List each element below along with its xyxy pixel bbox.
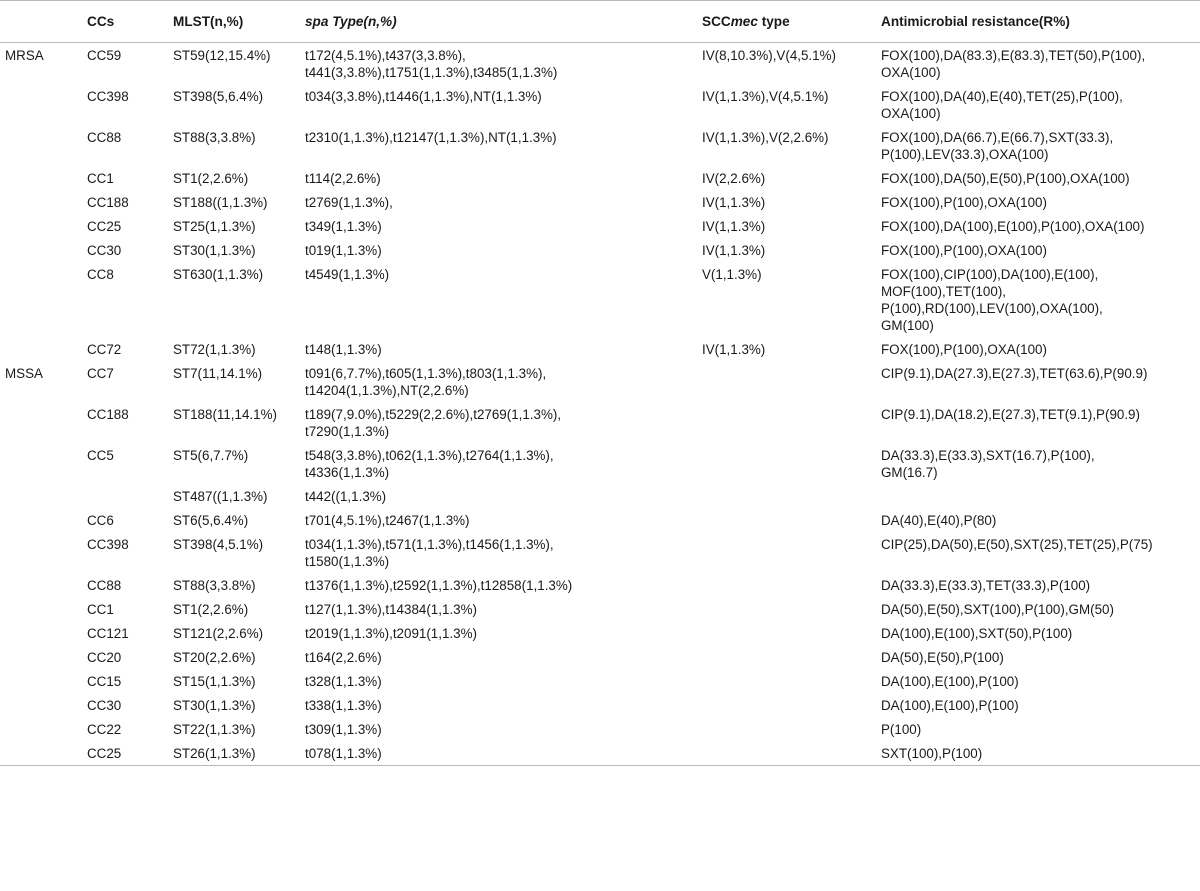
- spa-type-cell: t4549(1,1.3%): [305, 267, 390, 282]
- group-cell: [0, 645, 82, 669]
- sccmec-type-cell: [697, 597, 876, 621]
- table-row: [0, 238, 1200, 262]
- sccmec-type-cell: [697, 402, 876, 443]
- antimicrobial-resistance-cell: FOX(100),DA(40),E(40),TET(25),P(100), OXA(100): [881, 89, 1123, 121]
- group-cell: [0, 484, 82, 508]
- table-row: [0, 717, 1200, 741]
- spa-type-cell: t548(3,3.8%),t062(1,1.3%),t2764(1,1.3%), t4336(1,1.3%): [305, 448, 554, 480]
- spa-type-cell: t2019(1,1.3%),t2091(1,1.3%): [305, 626, 477, 641]
- table-row: [0, 443, 1200, 484]
- spa-type-cell: t078(1,1.3%): [300, 741, 697, 766]
- antimicrobial-resistance-cell: DA(100),E(100),SXT(50),P(100): [881, 626, 1073, 641]
- sccmec-type-cell: [697, 717, 876, 741]
- header-row: [0, 1, 1200, 43]
- sccmec-type-cell: [697, 621, 876, 645]
- group-cell: [0, 717, 82, 741]
- sccmec-type-cell: IV(1,1.3%): [702, 243, 766, 258]
- table-row: [0, 125, 1200, 166]
- cc-cell: CC5: [87, 448, 114, 463]
- group-cell: [0, 166, 82, 190]
- antimicrobial-resistance-cell: SXT(100),P(100): [876, 741, 1200, 766]
- sccmec-type-cell: [697, 741, 876, 766]
- sccmec-type-cell: IV(1,1.3%): [702, 219, 766, 234]
- group-cell: [0, 337, 82, 361]
- antimicrobial-resistance-cell: DA(50),E(50),P(100): [881, 650, 1004, 665]
- mlst-cell: ST5(6,7.7%): [173, 448, 249, 463]
- group-cell: [0, 443, 82, 484]
- table-row: [0, 361, 1200, 402]
- mlst-cell: ST6(5,6.4%): [173, 513, 249, 528]
- cc-cell: CC59: [87, 48, 122, 63]
- table-row: [0, 597, 1200, 621]
- group-cell: MRSA: [5, 48, 44, 63]
- mlst-cell: ST188(11,14.1%): [173, 407, 277, 422]
- table-row: [0, 741, 1200, 766]
- spa-type-cell: t328(1,1.3%): [305, 674, 382, 689]
- antimicrobial-resistance-cell: CIP(9.1),DA(27.3),E(27.3),TET(63.6),P(90.9): [881, 366, 1148, 381]
- cc-cell: CC88: [87, 130, 122, 145]
- sccmec-type-cell: [697, 443, 876, 484]
- sccmec-type-cell: IV(1,1.3%),V(4,5.1%): [702, 89, 829, 104]
- antimicrobial-resistance-cell: P(100): [881, 722, 922, 737]
- group-cell: [0, 84, 82, 125]
- cc-cell: CC22: [87, 722, 122, 737]
- antimicrobial-resistance-cell: FOX(100),DA(50),E(50),P(100),OXA(100): [881, 171, 1130, 186]
- mlst-cell: ST398(5,6.4%): [173, 89, 264, 104]
- spa-type-cell: t127(1,1.3%),t14384(1,1.3%): [305, 602, 477, 617]
- spa-type-cell: t091(6,7.7%),t605(1,1.3%),t803(1,1.3%), t14204(1,1.3%),NT(2,2.6%): [305, 366, 547, 398]
- antimicrobial-resistance-cell: DA(100),E(100),P(100): [881, 698, 1019, 713]
- sccmec-type-cell: IV(1,1.3%),V(2,2.6%): [702, 130, 829, 145]
- antimicrobial-resistance-cell: DA(40),E(40),P(80): [881, 513, 997, 528]
- header-scc-post: type: [757, 14, 790, 29]
- cc-cell: CC121: [87, 626, 129, 641]
- table-row: [0, 43, 1200, 85]
- cc-cell: CC15: [87, 674, 122, 689]
- mlst-cell: ST630(1,1.3%): [173, 267, 264, 282]
- table-row: [0, 532, 1200, 573]
- group-cell: [0, 573, 82, 597]
- cc-cell: CC1: [87, 171, 114, 186]
- table-row: [0, 669, 1200, 693]
- cc-cell: CC25: [87, 219, 122, 234]
- table-row: [0, 693, 1200, 717]
- mlst-cell: ST88(3,3.8%): [173, 130, 256, 145]
- mlst-cell: ST1(2,2.6%): [173, 602, 249, 617]
- sccmec-type-cell: [697, 361, 876, 402]
- spa-type-cell: t148(1,1.3%): [305, 342, 382, 357]
- mlst-cell: ST30(1,1.3%): [173, 698, 256, 713]
- antimicrobial-resistance-cell: DA(100),E(100),P(100): [881, 674, 1019, 689]
- antimicrobial-resistance-cell: FOX(100),DA(83.3),E(83.3),TET(50),P(100), OXA(100): [881, 48, 1146, 80]
- header-group: [0, 1, 82, 43]
- group-cell: [0, 741, 82, 766]
- antimicrobial-resistance-cell: FOX(100),CIP(100),DA(100),E(100), MOF(100),TET(100), P(100),RD(100),LEV(100),OXA(100), GM(100): [881, 267, 1103, 333]
- antimicrobial-resistance-cell: FOX(100),P(100),OXA(100): [881, 342, 1047, 357]
- table-row: [0, 402, 1200, 443]
- cc-cell: CC188: [87, 407, 129, 422]
- mlst-cell: ST22(1,1.3%): [173, 722, 256, 737]
- sccmec-type-cell: [697, 532, 876, 573]
- cc-cell: CC30: [87, 243, 122, 258]
- spa-type-cell: t349(1,1.3%): [305, 219, 382, 234]
- cc-cell: CC7: [87, 366, 114, 381]
- cc-cell: [82, 484, 168, 508]
- sccmec-type-cell: [697, 484, 876, 508]
- cc-cell: CC398: [87, 537, 129, 552]
- header-mlst: MLST(n,%): [168, 1, 300, 43]
- spa-type-cell: t442((1,1.3%): [305, 489, 387, 504]
- antimicrobial-resistance-cell: CIP(25),DA(50),E(50),SXT(25),TET(25),P(75): [881, 537, 1153, 552]
- header-spa-type: [300, 1, 697, 43]
- group-cell: [0, 669, 82, 693]
- group-cell: [0, 262, 82, 337]
- header-sccmec-type: [697, 1, 876, 43]
- sccmec-type-cell: [697, 508, 876, 532]
- sccmec-type-cell: IV(1,1.3%): [702, 195, 766, 210]
- antimicrobial-resistance-cell: DA(50),E(50),SXT(100),P(100),GM(50): [881, 602, 1114, 617]
- mlst-cell: ST20(2,2.6%): [173, 650, 256, 665]
- group-cell: [0, 508, 82, 532]
- mlst-cell: ST88(3,3.8%): [173, 578, 256, 593]
- sccmec-type-cell: [697, 645, 876, 669]
- table-row: [0, 484, 1200, 508]
- group-cell: [0, 238, 82, 262]
- mlst-cell: ST398(4,5.1%): [173, 537, 264, 552]
- spa-type-cell: t019(1,1.3%): [305, 243, 382, 258]
- spa-type-cell: t2310(1,1.3%),t12147(1,1.3%),NT(1,1.3%): [305, 130, 557, 145]
- spa-type-cell: t2769(1,1.3%),: [305, 195, 393, 210]
- header-scc-pre: SCC: [702, 14, 731, 29]
- group-cell: [0, 693, 82, 717]
- group-cell: [0, 214, 82, 238]
- spa-type-cell: t114(2,2.6%): [305, 171, 381, 186]
- antimicrobial-resistance-cell: CIP(9.1),DA(18.2),E(27.3),TET(9.1),P(90.9): [881, 407, 1140, 422]
- table-row: [0, 645, 1200, 669]
- spa-type-cell: t338(1,1.3%): [305, 698, 382, 713]
- cc-cell: CC1: [87, 602, 114, 617]
- mlst-cell: ST59(12,15.4%): [173, 48, 271, 63]
- table-row: [0, 214, 1200, 238]
- antimicrobial-resistance-cell: [876, 484, 1200, 508]
- table-row: [0, 621, 1200, 645]
- group-cell: [0, 621, 82, 645]
- cc-cell: CC188: [87, 195, 129, 210]
- mlst-cell: ST26(1,1.3%): [168, 741, 300, 766]
- antimicrobial-resistance-cell: DA(33.3),E(33.3),TET(33.3),P(100): [881, 578, 1091, 593]
- cc-cell: CC72: [87, 342, 122, 357]
- sccmec-type-cell: IV(2,2.6%): [702, 171, 766, 186]
- table-row: [0, 508, 1200, 532]
- header-scc-italic: mec: [730, 14, 758, 29]
- spa-type-cell: t189(7,9.0%),t5229(2,2.6%),t2769(1,1.3%), t7290(1,1.3%): [305, 407, 562, 439]
- mlst-cell: ST25(1,1.3%): [173, 219, 256, 234]
- mlst-cell: ST487((1,1.3%): [173, 489, 268, 504]
- cc-cell: CC20: [87, 650, 122, 665]
- spa-type-cell: t1376(1,1.3%),t2592(1,1.3%),t12858(1,1.3%): [305, 578, 573, 593]
- group-cell: [0, 532, 82, 573]
- group-cell: [0, 125, 82, 166]
- spa-type-cell: t172(4,5.1%),t437(3,3.8%), t441(3,3.8%),t1751(1,1.3%),t3485(1,1.3%): [305, 48, 558, 80]
- antimicrobial-resistance-cell: FOX(100),DA(66.7),E(66.7),SXT(33.3), P(100),LEV(33.3),OXA(100): [881, 130, 1114, 162]
- group-cell: [0, 597, 82, 621]
- cc-cell: CC25: [82, 741, 168, 766]
- cc-cell: CC30: [87, 698, 122, 713]
- mlst-cell: ST121(2,2.6%): [173, 626, 264, 641]
- table-row: [0, 84, 1200, 125]
- header-antimicrobial-resistance: Antimicrobial resistance(R%): [876, 1, 1200, 43]
- table-row: [0, 166, 1200, 190]
- group-cell: [0, 190, 82, 214]
- cc-cell: CC88: [87, 578, 122, 593]
- mlst-cell: ST188((1,1.3%): [173, 195, 268, 210]
- group-cell: MSSA: [5, 366, 43, 381]
- table-row: [0, 262, 1200, 337]
- mlst-cell: ST15(1,1.3%): [173, 674, 256, 689]
- antimicrobial-resistance-cell: DA(33.3),E(33.3),SXT(16.7),P(100), GM(16.7): [881, 448, 1095, 480]
- cc-cell: CC8: [87, 267, 114, 282]
- sccmec-type-cell: [697, 669, 876, 693]
- spa-type-cell: t034(3,3.8%),t1446(1,1.3%),NT(1,1.3%): [305, 89, 542, 104]
- sccmec-type-cell: V(1,1.3%): [702, 267, 762, 282]
- spa-type-cell: t164(2,2.6%): [305, 650, 382, 665]
- sccmec-type-cell: [697, 693, 876, 717]
- spa-type-cell: t701(4,5.1%),t2467(1,1.3%): [305, 513, 470, 528]
- cc-cell: CC398: [87, 89, 129, 104]
- mlst-cell: ST1(2,2.6%): [173, 171, 249, 186]
- table-body: [0, 43, 1200, 766]
- table-row: [0, 573, 1200, 597]
- spa-type-cell: t309(1,1.3%): [305, 722, 382, 737]
- sccmec-type-cell: IV(8,10.3%),V(4,5.1%): [702, 48, 836, 63]
- antimicrobial-resistance-cell: FOX(100),P(100),OXA(100): [881, 243, 1047, 258]
- header-spa-italic: spa: [305, 14, 329, 29]
- header-ccs: CCs: [82, 1, 168, 43]
- antimicrobial-resistance-cell: FOX(100),DA(100),E(100),P(100),OXA(100): [881, 219, 1145, 234]
- antimicrobial-resistance-cell: FOX(100),P(100),OXA(100): [881, 195, 1047, 210]
- table-row: [0, 337, 1200, 361]
- mlst-cell: ST7(11,14.1%): [173, 366, 263, 381]
- sccmec-type-cell: IV(1,1.3%): [702, 342, 766, 357]
- sccmec-type-cell: [697, 573, 876, 597]
- cc-cell: CC6: [87, 513, 114, 528]
- mlst-cell: ST30(1,1.3%): [173, 243, 256, 258]
- header-spa-rest: Type(n,%): [328, 14, 397, 29]
- group-cell: [0, 402, 82, 443]
- mlst-cell: ST72(1,1.3%): [173, 342, 256, 357]
- table-row: [0, 190, 1200, 214]
- spa-type-cell: t034(1,1.3%),t571(1,1.3%),t1456(1,1.3%), t1580(1,1.3%): [305, 537, 554, 569]
